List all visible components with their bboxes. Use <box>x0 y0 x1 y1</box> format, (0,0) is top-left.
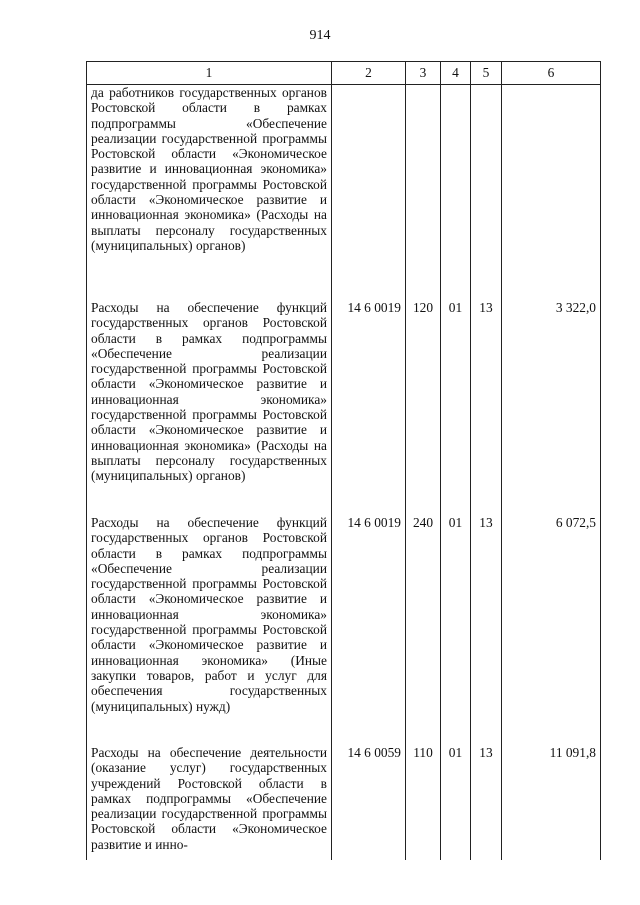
row-vr-code: 120 <box>406 300 441 515</box>
column-header-5: 5 <box>471 62 502 85</box>
column-header-1: 1 <box>87 62 332 85</box>
row-sum: 6 072,5 <box>502 515 601 745</box>
table-row <box>87 515 601 745</box>
table-row <box>87 300 601 515</box>
row-description: да работников государственных органов Ростовской области в рамках подпрограммы «Обеспечение реализации государственной программы Ростовской области «Экономическое развитие и инновационная экономика» государственной программы Ростовской области «Экономическое развитие и инновационная экономика» (Расходы на выплаты персоналу государственных (муниципальных) органов) <box>87 85 332 301</box>
row-description: Расходы на обеспечение функций государственных органов Ростовской области в рамках подпрограммы «Обеспечение реализации государственной программы Ростовской области «Экономическое развитие и инновационная экономика» государственной программы Ростовской области «Экономическое развитие и инновационная экономика» (Иные закупки товаров, работ и услуг для обеспечения государственных (муниципальных) нужд) <box>87 515 332 745</box>
row-pr-code: 13 <box>471 300 502 515</box>
row-sum: 3 322,0 <box>502 300 601 515</box>
row-description: Расходы на обеспечение функций государственных органов Ростовской области в рамках подпрограммы «Обеспечение реализации государственной программы Ростовской области «Экономическое развитие и инновационная экономика» государственной программы Ростовской области «Экономическое развитие и инновационная экономика» (Расходы на выплаты персоналу государственных (муниципальных) органов) <box>87 300 332 515</box>
column-header-2: 2 <box>332 62 406 85</box>
row-vr-code: 240 <box>406 515 441 745</box>
row-vr-code <box>406 85 441 301</box>
row-sum <box>502 85 601 301</box>
row-csr-code <box>332 85 406 301</box>
row-pr-code: 13 <box>471 515 502 745</box>
column-header-3: 3 <box>406 62 441 85</box>
row-rz-code: 01 <box>441 300 471 515</box>
row-sum: 11 091,8 <box>502 745 601 860</box>
row-csr-code: 14 6 0019 <box>332 300 406 515</box>
budget-table <box>86 61 601 860</box>
row-description: Расходы на обеспечение деятельности (оказание услуг) государственных учреждений Ростовской области в рамках подпрограммы «Обеспечение реализации государственной программы Ростовской области «Экономическое развитие и инно- <box>87 745 332 860</box>
row-csr-code: 14 6 0019 <box>332 515 406 745</box>
row-pr-code <box>471 85 502 301</box>
table-row <box>87 85 601 301</box>
table-row <box>87 745 601 860</box>
row-pr-code: 13 <box>471 745 502 860</box>
row-vr-code: 110 <box>406 745 441 860</box>
column-header-6: 6 <box>502 62 601 85</box>
row-csr-code: 14 6 0059 <box>332 745 406 860</box>
row-rz-code: 01 <box>441 745 471 860</box>
column-header-4: 4 <box>441 62 471 85</box>
row-rz-code <box>441 85 471 301</box>
row-rz-code: 01 <box>441 515 471 745</box>
table-header-row <box>87 62 601 85</box>
page-number: 914 <box>309 28 331 43</box>
